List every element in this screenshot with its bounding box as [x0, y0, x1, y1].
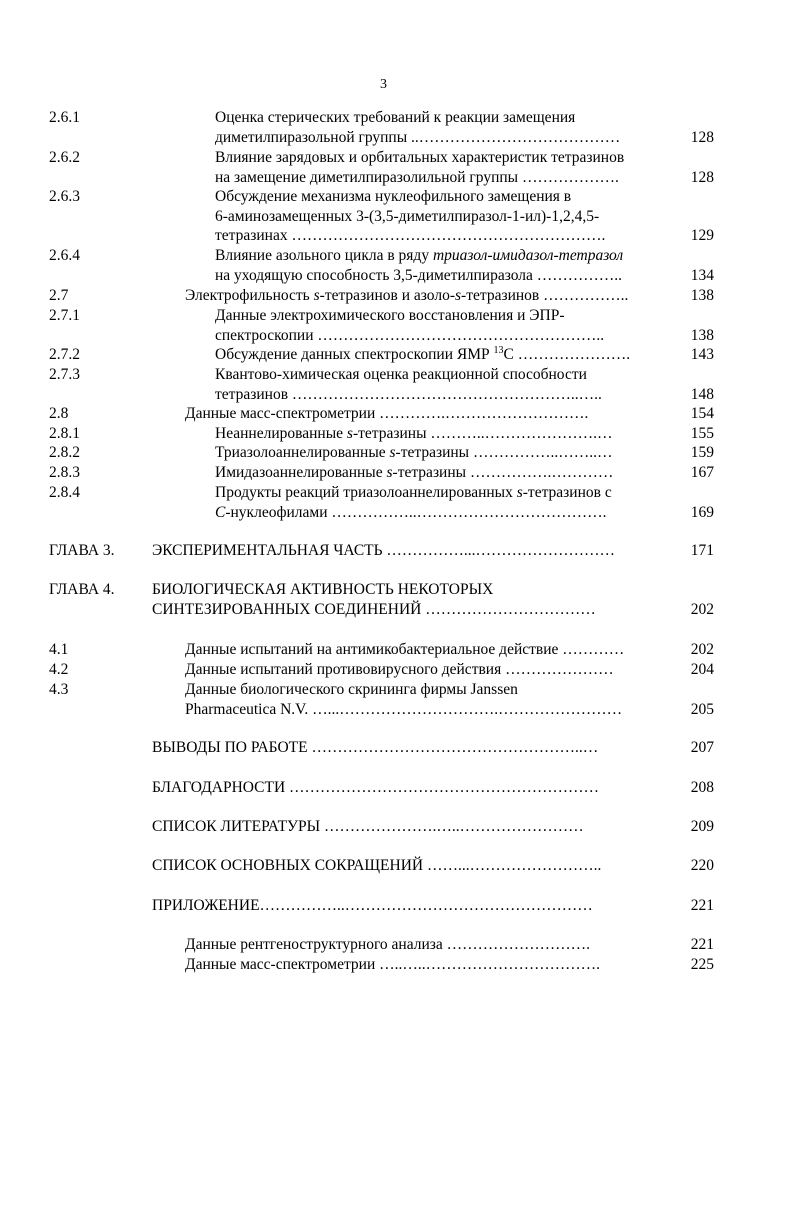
- toc-entry-title-cont: на замещение диметилпиразолильной группы ……………….: [215, 168, 619, 186]
- toc-entry-title-cont: спектроскопии ………………………………………………..: [215, 326, 605, 344]
- toc-entry-title-cont: диметилпиразольной группы ..…………………………………: [215, 128, 621, 146]
- toc-entry-page: 155: [690, 425, 714, 442]
- toc-entry-title: Имидазоаннелированные s-тетразины …………….…………: [215, 464, 614, 481]
- toc-entry-number: 4.2: [49, 661, 69, 678]
- toc-entry-title: Данные рентгеноструктурного анализа ……………………….: [185, 936, 591, 953]
- toc-entry-title: Квантово-химическая оценка реакционной способности: [215, 366, 587, 383]
- toc-entry-page: 220: [690, 857, 714, 874]
- toc-entry-title-cont: С-нуклеофилами ……………..……………………………….: [215, 503, 607, 521]
- toc-entry-page: 138: [690, 326, 714, 344]
- toc-entry-title: Влияние зарядовых и орбитальных характеристик тетразинов: [215, 149, 625, 166]
- section-title: ПРИЛОЖЕНИЕ……………..…………………………………………: [152, 897, 593, 914]
- toc-entry-number: 2.8.3: [49, 464, 80, 481]
- toc-entry-page: 167: [690, 464, 714, 481]
- toc-entry-number: 2.7.2: [49, 346, 80, 363]
- toc-entry-title: Данные испытаний на антимикобактериальное действие …………: [185, 641, 625, 658]
- toc-entry-page: 169: [690, 503, 714, 521]
- toc-entry-number: 4.1: [49, 641, 69, 658]
- toc-entry-title: Оценка стерических требований к реакции замещения: [215, 109, 576, 126]
- toc-entry-title: Влияние азольного цикла в ряду триазол-имидазол-тетразол: [215, 247, 624, 264]
- toc-entry-page: 221: [690, 936, 714, 953]
- toc-entry-number: 2.7.1: [49, 307, 80, 324]
- toc-entry-title: Триазолоаннелированные s-тетразины ……………..……..…: [215, 444, 613, 461]
- toc-entry-number: 2.7: [49, 287, 69, 304]
- toc-entry-page: 138: [690, 287, 714, 304]
- toc-entry-title: Данные биологического скрининга фирмы Janssen: [185, 681, 518, 698]
- toc-entry-page: 129: [690, 227, 714, 244]
- toc-entry-number: 2.6.1: [49, 109, 80, 126]
- toc-entry-page: 204: [690, 661, 714, 678]
- toc-entry-page: 171: [690, 542, 714, 559]
- toc-entry-page: 202: [690, 641, 714, 658]
- toc-entry-page: 128: [690, 168, 714, 186]
- toc-entry-title-cont: 6-аминозамещенных 3-(3,5-диметилпиразол-1-ил)-1,2,4,5-: [215, 207, 600, 225]
- toc-entry-page: 148: [690, 385, 714, 403]
- toc-entry-page: 205: [690, 700, 714, 718]
- chapter-title-cont: СИНТЕЗИРОВАННЫХ СОЕДИНЕНИЙ ……………………………: [152, 600, 596, 618]
- toc-entry-title-cont: тетразинов ………………………………………………..…..: [215, 385, 602, 403]
- toc-entry-page: 143: [690, 346, 714, 363]
- chapter-label: ГЛАВА 4.: [49, 581, 115, 598]
- toc-entry-title-cont: на уходящую способность 3,5-диметилпиразола ……………..: [215, 266, 623, 284]
- section-title: СПИСОК ЛИТЕРАТУРЫ ………………….…..……………………: [152, 818, 584, 835]
- page-number: 3: [380, 77, 387, 92]
- toc-entry-title-cont: Pharmaceutica N.V. …...………………………….……………………: [185, 700, 623, 718]
- toc-entry-number: 2.7.3: [49, 366, 80, 383]
- toc-entry-page: 159: [690, 444, 714, 461]
- toc-entry-page: 154: [690, 405, 714, 422]
- toc-entry-page: 221: [690, 897, 714, 914]
- section-title: ВЫВОДЫ ПО РАБОТЕ ……………………………………………..…: [152, 739, 599, 756]
- toc-entry-number: 2.8: [49, 405, 69, 422]
- toc-entry-number: 2.6.4: [49, 247, 80, 264]
- toc-entry-page: 208: [690, 779, 714, 796]
- chapter-title: ЭКСПЕРИМЕНТАЛЬНАЯ ЧАСТЬ ……………...………………………: [152, 542, 616, 559]
- toc-entry-title-cont: тетразинах …………………………………………………….: [215, 227, 606, 244]
- toc-entry-title: Обсуждение данных спектроскопии ЯМР $^{13}$С ………………….: [215, 344, 631, 363]
- chapter-title: БИОЛОГИЧЕСКАЯ АКТИВНОСТЬ НЕКОТОРЫХ: [152, 581, 494, 598]
- section-title: БЛАГОДАРНОСТИ ……………………………………………………: [152, 779, 600, 796]
- toc-entry-number: 4.3: [49, 681, 69, 698]
- toc-entry-number: 2.8.2: [49, 444, 80, 461]
- section-title: СПИСОК ОСНОВНЫХ СОКРАЩЕНИЙ ……...……………………..: [152, 857, 602, 874]
- toc-entry-title: Данные электрохимического восстановления и ЭПР-: [215, 307, 565, 324]
- toc-entry-title: Данные испытаний противовирусного действия …………………: [185, 661, 614, 678]
- toc-entry-page: 128: [690, 128, 714, 146]
- toc-entry-page: 202: [690, 600, 714, 618]
- toc-entry-title: Данные масс-спектрометрии ………….……………………….: [185, 405, 589, 422]
- toc-entry-number: 2.8.1: [49, 425, 80, 442]
- toc-entry-title: Данные масс-спектрометрии …..…..…………………………….: [185, 956, 601, 973]
- toc-entry-number: 2.8.4: [49, 484, 80, 501]
- toc-entry-page: 134: [690, 266, 714, 284]
- chapter-label: ГЛАВА 3.: [49, 542, 115, 559]
- toc-entry-page: 225: [690, 956, 714, 973]
- toc-entry-number: 2.6.3: [49, 188, 80, 205]
- toc-entry-title: Неаннелированные s-тетразины ………..………………….…: [215, 425, 613, 442]
- toc-entry-title: Электрофильность s-тетразинов и азоло-s-тетразинов ……………..: [185, 287, 629, 304]
- toc-entry-title: Продукты реакций триазолоаннелированных s-тетразинов с: [215, 484, 612, 501]
- toc-entry-page: 207: [690, 739, 714, 756]
- toc-entry-title: Обсуждение механизма нуклеофильного замещения в: [215, 188, 572, 205]
- toc-entry-page: 209: [690, 818, 714, 835]
- toc-entry-number: 2.6.2: [49, 149, 80, 166]
